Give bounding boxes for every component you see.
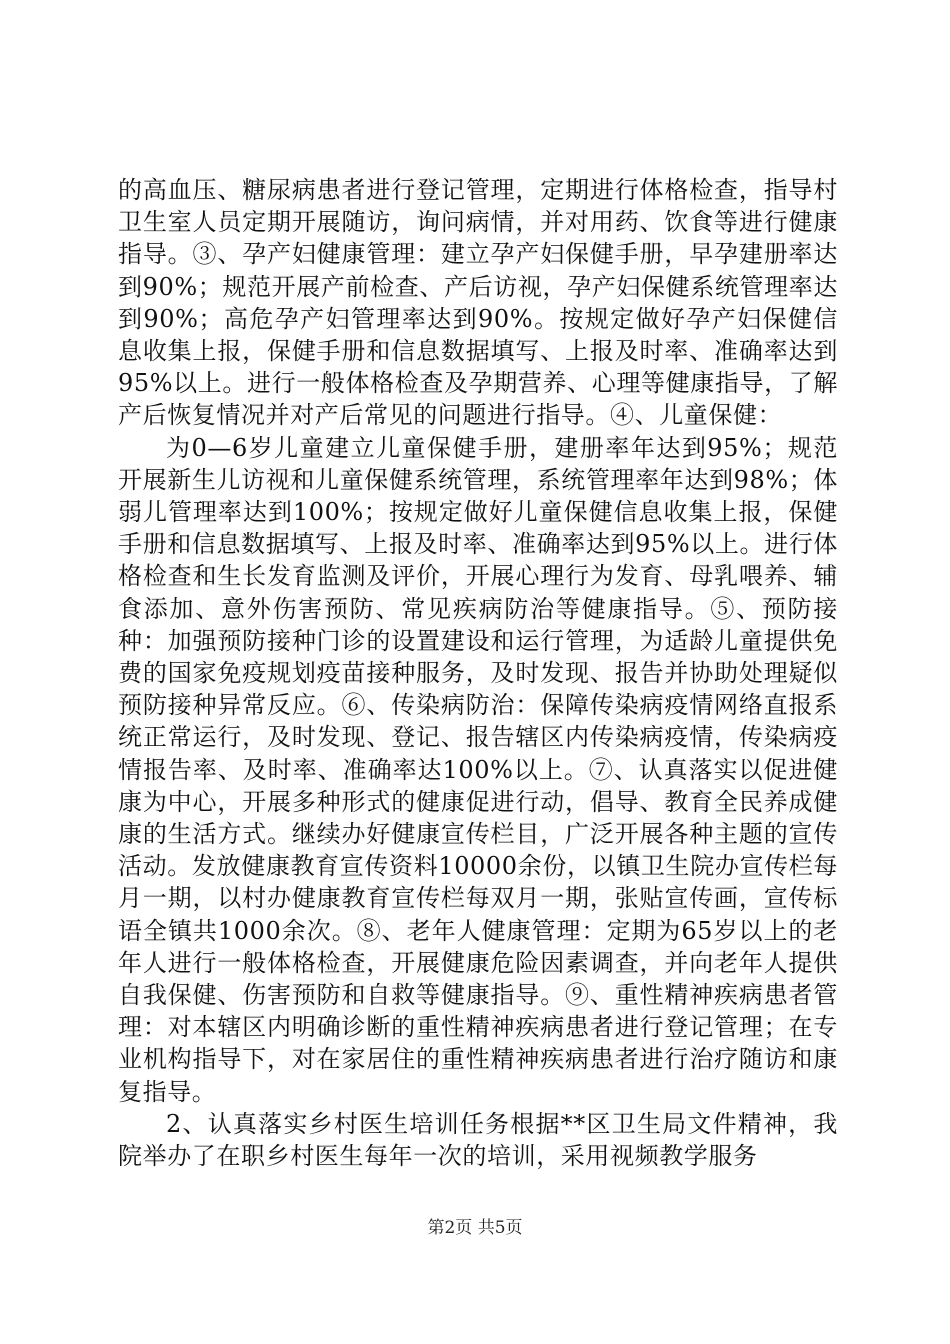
paragraph-continuation: 的高血压、糖尿病患者进行登记管理，定期进行体格检查，指导村卫生室人员定期开展随访，询问病情，并对用药、饮食等进行健康指导。③、孕产妇健康管理：建立孕产妇保健手册，早孕建册率达到90%；规范开展产前检查、产后访视，孕产妇保健系统管理率达到90%；高危孕产妇管理率达到90%。按规定做好孕产妇保健信息收集上报，保健手册和信息数据填写、上报及时率、准确率达到95%以上。进行一般体格检查及孕期营养、心理等健康指导，了解产后恢复情况并对产后常见的问题进行指导。④、儿童保健： xyxy=(118,176,838,430)
page-number-footer: 第2页 共5页 xyxy=(427,1218,523,1238)
paragraph-child-health: 为0—6岁儿童建立儿童保健手册，建册率年达到95%；规范开展新生儿访视和儿童保健系统管理，系统管理率年达到98%；体弱儿管理率达到100%；按规定做好儿童保健信息收集上报，保健手册和信息数据填写、上报及时率、准确率达到95%以上。进行体格检查和生长发育监测及评价，开展心理行为发育、母乳喂养、辅食添加、意外伤害预防、常见疾病防治等健康指导。⑤、预防接种：加强预防接种门诊的设置建设和运行管理，为适龄儿童提供免费的国家免疫规划疫苗接种服务，及时发现、报告并协助处理疑似预防接种异常反应。⑥、传染病防治：保障传染病疫情网络直报系统正常运行，及时发现、登记、报告辖区内传染病疫情，传染病疫情报告率、及时率、准确率达100%以上。⑦、认真落实以促进健康为中心，开展多种形式的健康促进行动，倡导、教育全民养成健康的生活方式。继续办好健康宣传栏目，广泛开展各种主题的宣传活动。发放健康教育宣传资料10000余份，以镇卫生院办宣传栏每月一期，以村办健康教育宣传栏每双月一期，张贴宣传画，宣传标语全镇共1000余次。⑧、老年人健康管理：定期为65岁以上的老年人进行一般体格检查，开展健康危险因素调查，并向老年人提供自我保健、伤害预防和自救等健康指导。⑨、重性精神疾病患者管理：对本辖区内明确诊断的重性精神疾病患者进行登记管理；在专业机构指导下，对在家居住的重性精神疾病患者进行治疗随访和康复指导。 xyxy=(118,433,838,1106)
document-body xyxy=(118,174,838,1172)
paragraph-doctor-training: 2、认真落实乡村医生培训任务根据**区卫生局文件精神，我院举办了在职乡村医生每年一次的培训，采用视频教学服务 xyxy=(118,1109,838,1171)
